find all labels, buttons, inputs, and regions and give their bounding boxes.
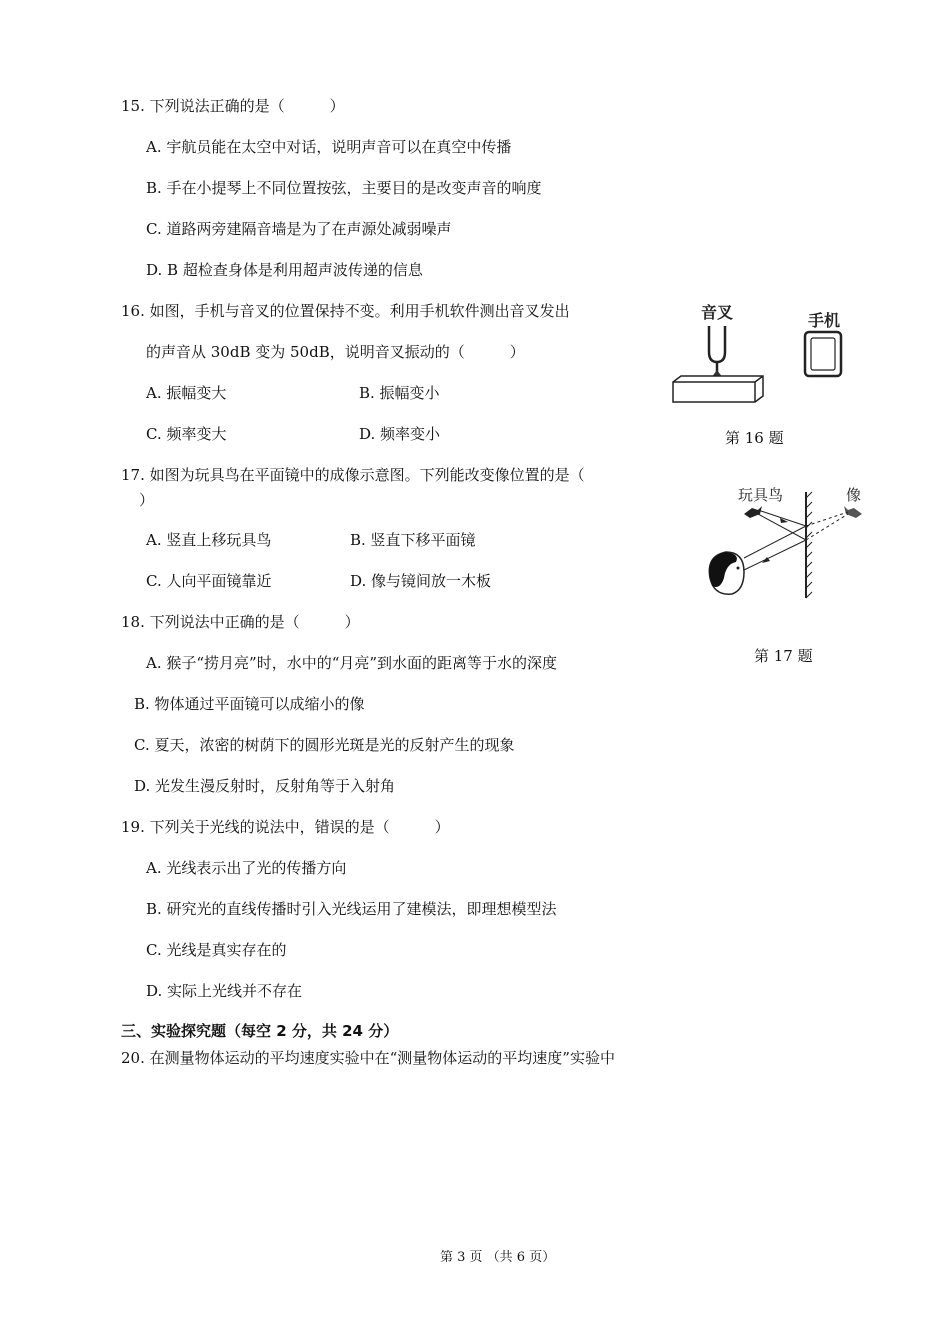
q17-option-c: C. 人向平面镜靠近 <box>146 572 272 590</box>
q16-stem-line1: 16. 如图，手机与音叉的位置保持不变。利用手机软件测出音叉发出 <box>121 302 570 320</box>
light-rays <box>744 510 806 570</box>
phone-icon <box>805 332 841 376</box>
fig16-fork-label: 音叉 <box>701 303 734 322</box>
q15-option-b: B. 手在小提琴上不同位置按弦，主要目的是改变声音的响度 <box>146 179 542 197</box>
resonance-box-icon <box>673 376 763 402</box>
fig17-bird-label: 玩具鸟 <box>738 486 784 504</box>
q15-option-c: C. 道路两旁建隔音墙是为了在声源处减弱噪声 <box>146 220 452 238</box>
q18-stem: 18. 下列说法中正确的是（ ） <box>121 613 360 631</box>
q18-option-a: A. 猴子“捞月亮”时，水中的“月亮”到水面的距离等于水的深度 <box>146 654 558 672</box>
tuning-fork-icon <box>709 326 725 372</box>
q15-stem: 15. 下列说法正确的是（ ） <box>121 97 345 115</box>
q16-option-b: B. 振幅变小 <box>359 384 440 402</box>
q18-option-d: D. 光发生漫反射时，反射角等于入射角 <box>134 777 396 795</box>
q19-stem: 19. 下列关于光线的说法中，错误的是（ ） <box>121 818 450 836</box>
q17-option-d: D. 像与镜间放一木板 <box>350 572 492 590</box>
q18-option-c: C. 夏天，浓密的树荫下的圆形光斑是光的反射产生的现象 <box>134 736 515 754</box>
q20-stem: 20. 在测量物体运动的平均速度实验中在“测量物体运动的平均速度”实验中 <box>121 1049 615 1067</box>
q17-option-a: A. 竖直上移玩具鸟 <box>146 531 272 549</box>
fig17-image-label: 像 <box>846 486 862 504</box>
person-head-icon <box>709 552 744 594</box>
q19-option-b: B. 研究光的直线传播时引入光线运用了建模法，即理想模型法 <box>146 900 557 918</box>
figure-17-mirror-reflection <box>700 482 870 606</box>
q19-option-d: D. 实际上光线并不存在 <box>146 982 303 1000</box>
fig17-caption: 第 17 题 <box>754 647 813 665</box>
q15-option-d: D. B 超检查身体是利用超声波传递的信息 <box>146 261 423 279</box>
q18-option-b: B. 物体通过平面镜可以成缩小的像 <box>134 695 365 713</box>
q16-option-a: A. 振幅变大 <box>146 384 227 402</box>
q16-option-d: D. 频率变小 <box>359 425 441 443</box>
toy-bird-icon <box>744 506 762 518</box>
q16-stem-line2: 的声音从 30dB 变为 50dB，说明音叉振动的（ ） <box>146 343 525 361</box>
q16-option-c: C. 频率变大 <box>146 425 227 443</box>
page-number: 第 3 页 （共 6 页） <box>440 1250 556 1265</box>
q17-stem-line2: ） <box>139 491 155 509</box>
fig16-caption: 第 16 题 <box>725 429 784 447</box>
section-3-title: 三、实验探究题（每空 2 分，共 24 分） <box>121 1022 399 1040</box>
fig16-phone-label: 手机 <box>808 311 841 330</box>
q17-option-b: B. 竖直下移平面镜 <box>350 531 476 549</box>
figure-16-tuning-fork-phone <box>665 296 865 412</box>
q15-option-a: A. 宇航员能在太空中对话，说明声音可以在真空中传播 <box>146 138 512 156</box>
q19-option-c: C. 光线是真实存在的 <box>146 941 287 959</box>
q17-stem-line1: 17. 如图为玩具鸟在平面镜中的成像示意图。下列能改变像位置的是（ <box>121 466 585 484</box>
q19-option-a: A. 光线表示出了光的传播方向 <box>146 859 347 877</box>
virtual-rays <box>806 512 848 540</box>
